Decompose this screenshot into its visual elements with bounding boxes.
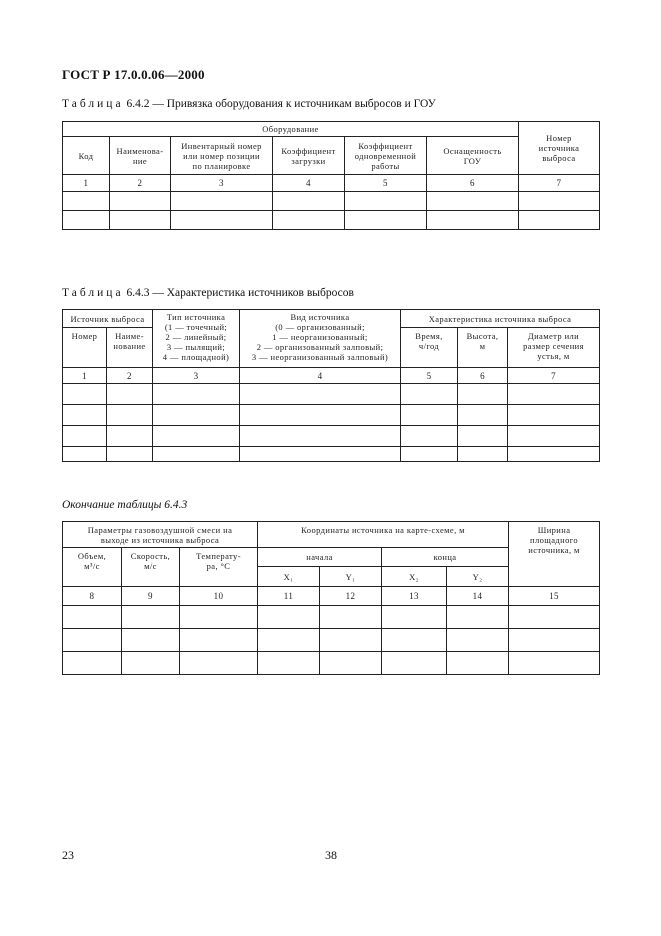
col-y2: Y₂ (447, 567, 509, 587)
source-characteristics-header: Характеристика источника выброса (401, 310, 600, 328)
col-num: 5 (401, 368, 458, 384)
col-name: Наименова- ние (110, 137, 171, 175)
col-x1: X₁ (258, 567, 320, 587)
coordinates-header: Координаты источника на карте-схеме, м (258, 522, 509, 548)
col-simultaneity-coefficient: Коэффициент одновременной работы (345, 137, 427, 175)
col-volume: Объем, м³/с (63, 548, 122, 587)
col-num: 2 (110, 175, 171, 192)
col-time: Время, ч/год (401, 328, 458, 368)
source-group-header: Источник выброса (63, 310, 153, 328)
gas-mixture-parameters-header: Параметры газовоздушной смеси на выходе из источника выброса (63, 522, 258, 548)
col-source-kind: Вид источника (0 — организованный; 1 — неорганизованный; 2 — организованный залповый; 3 — неорганизованный залповый) (240, 310, 401, 368)
col-diameter: Диаметр или размер сечения устья, м (508, 328, 600, 368)
table-word: Таблица (62, 98, 124, 110)
col-num: 14 (447, 587, 509, 606)
col-temperature: Температу- ра, °С (180, 548, 258, 587)
table-row (63, 405, 600, 426)
table-row (63, 211, 600, 230)
col-number: Номер (63, 328, 107, 368)
table-6-4-3-end (62, 521, 600, 675)
col-num: 15 (509, 587, 600, 606)
col-num: 6 (458, 368, 508, 384)
col-num: 10 (180, 587, 258, 606)
col-inventory-number: Инвентарный номер или номер позиции по планировке (171, 137, 273, 175)
column-number-row (63, 368, 600, 384)
table-word: Таблица (62, 287, 124, 299)
col-load-coefficient: Коэффициент загрузки (273, 137, 345, 175)
page-number-center: 38 (325, 848, 337, 862)
col-num: 7 (519, 175, 600, 192)
col-source-type: Тип источника (1 — точечный; 2 — линейный; 3 — пылящий; 4 — площадной) (153, 310, 240, 368)
coord-start-header: начала (258, 548, 382, 567)
col-num: 4 (240, 368, 401, 384)
col-num: 7 (508, 368, 600, 384)
col-name: Наиме- нование (107, 328, 153, 368)
col-num: 1 (63, 368, 107, 384)
table-caption-6-4-2 (62, 98, 436, 110)
col-source-width: Ширина площадного источника, м (509, 522, 600, 587)
equipment-group-header: Оборудование (63, 122, 519, 137)
col-num: 12 (320, 587, 382, 606)
col-num: 6 (427, 175, 519, 192)
col-num: 1 (63, 175, 110, 192)
col-num: 3 (171, 175, 273, 192)
col-speed: Скорость, м/с (122, 548, 180, 587)
document-id: ГОСТ Р 17.0.0.06—2000 (62, 67, 205, 82)
col-gou-equipment: Оснащенность ГОУ (427, 137, 519, 175)
col-height: Высота, м (458, 328, 508, 368)
table-caption-6-4-3 (62, 287, 354, 299)
col-num: 5 (345, 175, 427, 192)
table-row (63, 426, 600, 447)
col-y1: Y₁ (320, 567, 382, 587)
col-num: 2 (107, 368, 153, 384)
col-num: 3 (153, 368, 240, 384)
table-6-4-3 (62, 309, 600, 462)
table-6-4-2 (62, 121, 600, 230)
col-num: 8 (63, 587, 122, 606)
table-row (63, 192, 600, 211)
col-x2: X₂ (382, 567, 447, 587)
coord-end-header: конца (382, 548, 509, 567)
table-row (63, 652, 600, 675)
col-num: 9 (122, 587, 180, 606)
table-caption-text: 6.4.3 — Характеристика источников выбросов (126, 287, 354, 299)
table-caption-text: 6.4.2 — Привязка оборудования к источникам выбросов и ГОУ (126, 98, 436, 110)
table-row (63, 606, 600, 629)
table-row (63, 384, 600, 405)
column-number-row (63, 587, 600, 606)
col-source-number: Номер источника выброса (519, 122, 600, 175)
table-row (63, 629, 600, 652)
col-code: Код (63, 137, 110, 175)
column-number-row (63, 175, 600, 192)
col-num: 4 (273, 175, 345, 192)
col-num: 13 (382, 587, 447, 606)
table-continuation-caption: Окончание таблицы 6.4.3 (62, 499, 188, 511)
page-number-left: 23 (62, 848, 74, 862)
col-num: 11 (258, 587, 320, 606)
table-row (63, 447, 600, 462)
